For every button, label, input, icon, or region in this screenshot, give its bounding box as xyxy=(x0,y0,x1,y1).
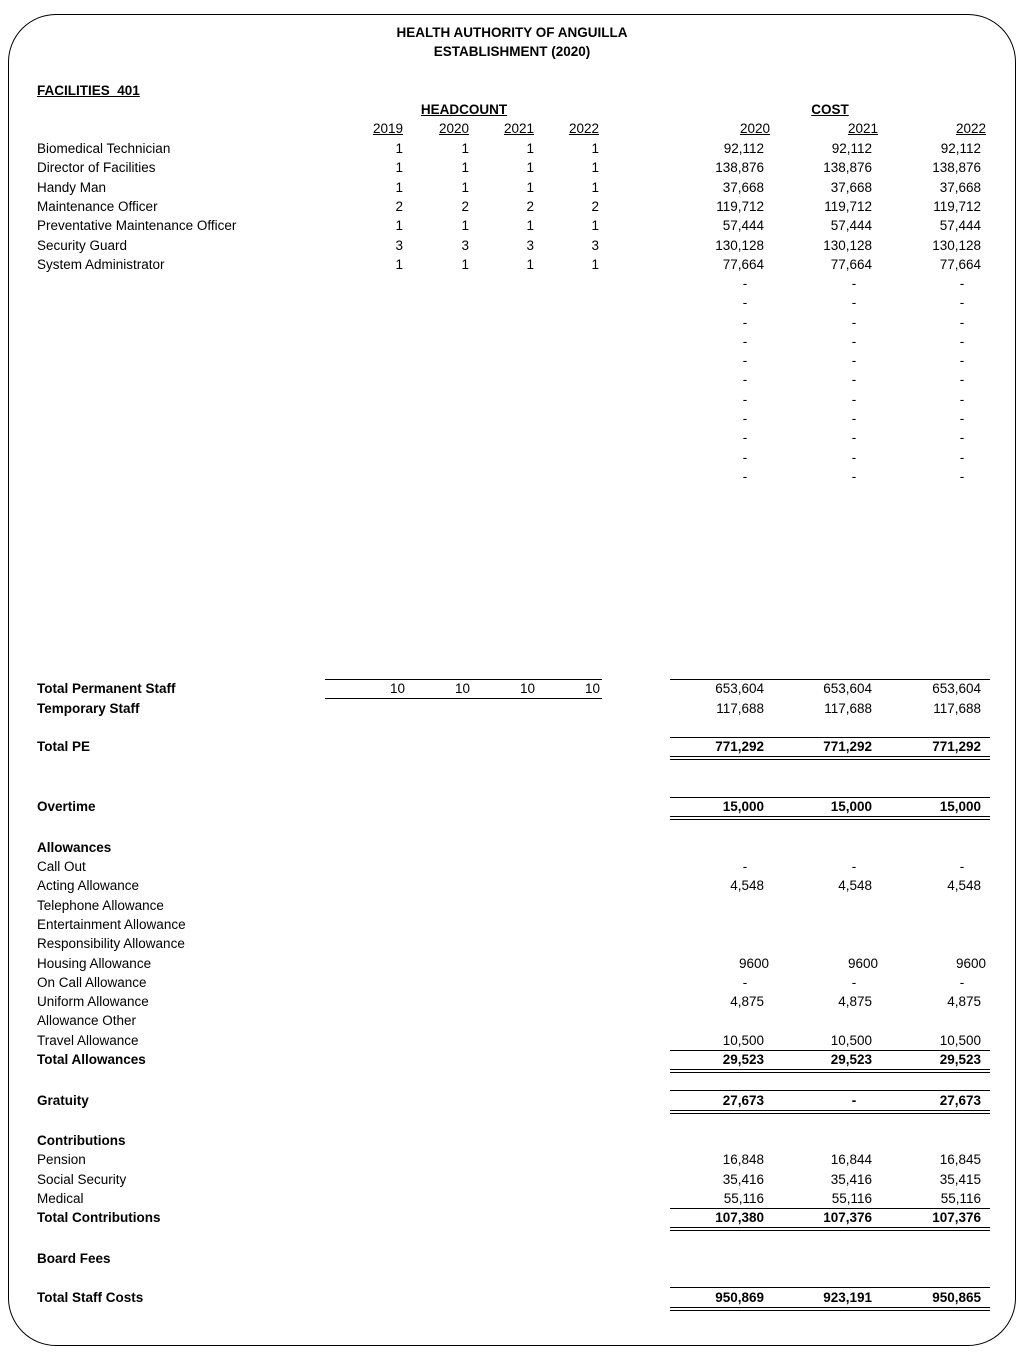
blank-cost-cell: - xyxy=(959,450,965,465)
cost-year: 2022 xyxy=(955,121,986,136)
headcount-cell: 1 xyxy=(395,141,403,156)
position-title: Maintenance Officer xyxy=(37,199,158,214)
headcount-cell: 1 xyxy=(526,141,534,156)
allowance-label: Telephone Allowance xyxy=(37,898,164,913)
blank-cost-cell: - xyxy=(851,295,857,310)
allowance-label: Entertainment Allowance xyxy=(37,917,186,932)
cost-cell: 55,116 xyxy=(940,1191,981,1206)
cost-cell: 4,875 xyxy=(730,994,764,1009)
total-pe-label: Total PE xyxy=(37,739,91,754)
cost-cell: 130,128 xyxy=(715,238,764,253)
cost-total-cell: 27,673 xyxy=(939,1093,981,1108)
cost-rule xyxy=(670,1310,990,1311)
cost-cell: - xyxy=(959,975,965,990)
cost-rule xyxy=(670,737,990,738)
blank-cost-cell: - xyxy=(959,411,965,426)
cost-cell: 55,116 xyxy=(723,1191,764,1206)
headcount-cell: 3 xyxy=(395,238,403,253)
blank-cost-cell: - xyxy=(959,315,965,330)
cost-cell: 16,844 xyxy=(830,1152,872,1167)
gratuity-label: Gratuity xyxy=(37,1093,89,1108)
blank-cost-cell: - xyxy=(742,276,748,291)
blank-cost-cell: - xyxy=(851,334,857,349)
department-code: FACILITIES 401 xyxy=(37,83,140,98)
headcount-cell: 2 xyxy=(461,199,469,214)
total-staff-costs-label: Total Staff Costs xyxy=(37,1290,144,1305)
cost-cell: 92,112 xyxy=(723,141,764,156)
blank-cost-cell: - xyxy=(742,430,748,445)
cost-cell: 653,604 xyxy=(715,681,764,696)
headcount-cell: 1 xyxy=(526,257,534,272)
cost-rule xyxy=(670,679,990,680)
cost-cell: 57,444 xyxy=(939,218,981,233)
cost-year: 2021 xyxy=(847,121,878,136)
headcount-cell: 2 xyxy=(591,199,599,214)
cost-cell: 77,664 xyxy=(830,257,872,272)
cost-cell: 4,548 xyxy=(730,878,764,893)
headcount-cell: 1 xyxy=(591,257,599,272)
allowance-label: Call Out xyxy=(37,859,86,874)
allowance-label: Responsibility Allowance xyxy=(37,936,185,951)
cost-total-cell: 15,000 xyxy=(830,799,872,814)
allowances-heading: Allowances xyxy=(37,840,112,855)
board-fees-label: Board Fees xyxy=(37,1251,111,1266)
headcount-cell: 1 xyxy=(526,218,534,233)
cost-total-cell: 15,000 xyxy=(939,799,981,814)
headcount-cell: 1 xyxy=(461,180,469,195)
headcount-rule xyxy=(325,698,602,699)
cost-cell: - xyxy=(742,859,748,874)
cost-year: 2020 xyxy=(739,121,770,136)
cost-cell: 57,444 xyxy=(722,218,764,233)
cost-cell: 4,548 xyxy=(947,878,981,893)
cost-total-cell: 107,376 xyxy=(823,1210,872,1225)
document-title: HEALTH AUTHORITY OF ANGUILLA xyxy=(396,25,628,40)
overtime-label: Overtime xyxy=(37,799,96,814)
position-title: System Administrator xyxy=(37,257,165,272)
blank-cost-cell: - xyxy=(959,469,965,484)
cost-cell: 35,416 xyxy=(722,1172,764,1187)
headcount-total-cell: 10 xyxy=(389,681,405,696)
cost-cell: 138,876 xyxy=(932,160,981,175)
headcount-cell: 1 xyxy=(591,218,599,233)
cost-rule xyxy=(670,1072,990,1073)
cost-rule xyxy=(670,1227,990,1228)
cost-rule xyxy=(670,797,990,798)
blank-cost-cell: - xyxy=(959,334,965,349)
cost-cell: - xyxy=(851,859,857,874)
cost-cell: 119,712 xyxy=(716,199,764,214)
blank-cost-cell: - xyxy=(851,353,857,368)
headcount-cell: 3 xyxy=(526,238,534,253)
cost-rule xyxy=(670,819,990,820)
document-subtitle: ESTABLISHMENT (2020) xyxy=(433,44,591,59)
cost-cell: 92,112 xyxy=(940,141,981,156)
cost-total-cell: 107,380 xyxy=(715,1210,764,1225)
headcount-cell: 1 xyxy=(461,218,469,233)
position-title: Biomedical Technician xyxy=(37,141,171,156)
cost-rule xyxy=(670,1113,990,1114)
blank-cost-cell: - xyxy=(742,469,748,484)
position-title: Handy Man xyxy=(37,180,107,195)
cost-cell: 119,712 xyxy=(933,199,981,214)
blank-cost-cell: - xyxy=(851,276,857,291)
cost-cell: 653,604 xyxy=(823,681,872,696)
cost-rule xyxy=(670,1287,990,1288)
headcount-cell: 1 xyxy=(591,180,599,195)
blank-cost-cell: - xyxy=(851,315,857,330)
blank-cost-cell: - xyxy=(851,411,857,426)
contribution-label: Pension xyxy=(37,1152,86,1167)
cost-cell: 77,664 xyxy=(722,257,764,272)
cost-cell: 77,664 xyxy=(939,257,981,272)
allowance-label: Travel Allowance xyxy=(37,1033,139,1048)
headcount-cell: 1 xyxy=(395,160,403,175)
blank-cost-cell: - xyxy=(851,469,857,484)
position-title: Security Guard xyxy=(37,238,128,253)
cost-cell: 130,128 xyxy=(932,238,981,253)
cost-rule xyxy=(670,1307,990,1308)
cost-cell: 9600 xyxy=(955,956,986,971)
headcount-total-cell: 10 xyxy=(519,681,535,696)
cost-rule xyxy=(670,1230,990,1231)
blank-cost-cell: - xyxy=(851,372,857,387)
cost-cell: 10,500 xyxy=(830,1033,872,1048)
cost-cell: 10,500 xyxy=(722,1033,764,1048)
cost-cell: 138,876 xyxy=(823,160,872,175)
cost-cell: 9600 xyxy=(847,956,878,971)
cost-total-cell: 923,191 xyxy=(823,1290,872,1305)
headcount-year: 2019 xyxy=(372,121,403,136)
headcount-cell: 2 xyxy=(395,199,403,214)
cost-total-cell: 29,523 xyxy=(830,1052,872,1067)
headcount-cell: 1 xyxy=(526,160,534,175)
cost-cell: 130,128 xyxy=(823,238,872,253)
headcount-heading: HEADCOUNT xyxy=(420,102,508,117)
headcount-year: 2022 xyxy=(568,121,599,136)
allowance-label: Acting Allowance xyxy=(37,878,140,893)
cost-rule xyxy=(670,1090,990,1091)
blank-cost-cell: - xyxy=(742,450,748,465)
contribution-label: Social Security xyxy=(37,1172,127,1187)
blank-cost-cell: - xyxy=(851,450,857,465)
headcount-cell: 3 xyxy=(591,238,599,253)
cost-cell: 138,876 xyxy=(715,160,764,175)
blank-cost-cell: - xyxy=(742,315,748,330)
cost-cell: 9600 xyxy=(738,956,769,971)
blank-cost-cell: - xyxy=(959,276,965,291)
cost-cell: 35,415 xyxy=(939,1172,981,1187)
total-contributions-label: Total Contributions xyxy=(37,1210,161,1225)
headcount-cell: 1 xyxy=(591,141,599,156)
cost-cell: 117,688 xyxy=(933,701,981,716)
cost-total-cell: 29,523 xyxy=(939,1052,981,1067)
cost-cell: 10,500 xyxy=(939,1033,981,1048)
allowance-label: Housing Allowance xyxy=(37,956,152,971)
headcount-total-cell: 10 xyxy=(454,681,470,696)
headcount-cell: 2 xyxy=(526,199,534,214)
cost-rule xyxy=(670,1208,990,1209)
headcount-cell: 1 xyxy=(461,160,469,175)
cost-rule xyxy=(670,759,990,760)
headcount-rule xyxy=(325,679,602,680)
headcount-cell: 1 xyxy=(461,257,469,272)
cost-cell: 117,688 xyxy=(824,701,872,716)
allowance-label: On Call Allowance xyxy=(37,975,147,990)
cost-total-cell: 15,000 xyxy=(722,799,764,814)
blank-cost-cell: - xyxy=(742,334,748,349)
position-title: Preventative Maintenance Officer xyxy=(37,218,237,233)
cost-cell: - xyxy=(742,975,748,990)
cost-cell: 4,875 xyxy=(947,994,981,1009)
blank-cost-cell: - xyxy=(959,372,965,387)
blank-cost-cell: - xyxy=(742,392,748,407)
cost-total-cell: 29,523 xyxy=(722,1052,764,1067)
headcount-year: 2021 xyxy=(503,121,534,136)
blank-cost-cell: - xyxy=(742,353,748,368)
blank-cost-cell: - xyxy=(959,392,965,407)
cost-total-cell: 950,865 xyxy=(932,1290,981,1305)
cost-total-cell: 27,673 xyxy=(722,1093,764,1108)
cost-cell: - xyxy=(959,859,965,874)
cost-cell: 653,604 xyxy=(932,681,981,696)
headcount-total-cell: 10 xyxy=(584,681,600,696)
headcount-cell: 1 xyxy=(395,257,403,272)
cost-cell: 35,416 xyxy=(830,1172,872,1187)
cost-cell: 37,668 xyxy=(722,180,764,195)
temporary-staff-label: Temporary Staff xyxy=(37,701,140,716)
cost-rule xyxy=(670,1069,990,1070)
cost-cell: 16,845 xyxy=(939,1152,981,1167)
cost-cell: 4,548 xyxy=(838,878,872,893)
blank-cost-cell: - xyxy=(742,372,748,387)
cost-rule xyxy=(670,1110,990,1111)
cost-cell: 55,116 xyxy=(831,1191,872,1206)
headcount-year: 2020 xyxy=(438,121,469,136)
cost-total-cell: 950,869 xyxy=(715,1290,764,1305)
cost-heading: COST xyxy=(811,102,849,117)
cost-rule xyxy=(670,756,990,757)
headcount-cell: 1 xyxy=(395,180,403,195)
cost-cell: 4,875 xyxy=(838,994,872,1009)
allowance-label: Allowance Other xyxy=(37,1013,137,1028)
headcount-cell: 1 xyxy=(395,218,403,233)
headcount-cell: 1 xyxy=(526,180,534,195)
cost-total-cell: 107,376 xyxy=(932,1210,981,1225)
cost-cell: 37,668 xyxy=(830,180,872,195)
cost-total-cell: - xyxy=(851,1093,857,1108)
headcount-cell: 1 xyxy=(461,141,469,156)
blank-cost-cell: - xyxy=(851,392,857,407)
cost-cell: 119,712 xyxy=(824,199,872,214)
contribution-label: Medical xyxy=(37,1191,84,1206)
blank-cost-cell: - xyxy=(851,430,857,445)
cost-cell: 117,688 xyxy=(716,701,764,716)
headcount-cell: 1 xyxy=(591,160,599,175)
blank-cost-cell: - xyxy=(742,295,748,310)
cost-total-cell: 771,292 xyxy=(823,739,872,754)
cost-rule xyxy=(670,1050,990,1051)
cost-cell: 37,668 xyxy=(939,180,981,195)
cost-total-cell: 771,292 xyxy=(932,739,981,754)
cost-cell: 92,112 xyxy=(831,141,872,156)
blank-cost-cell: - xyxy=(959,295,965,310)
contributions-heading: Contributions xyxy=(37,1133,126,1148)
blank-cost-cell: - xyxy=(742,411,748,426)
cost-cell: 16,848 xyxy=(722,1152,764,1167)
headcount-cell: 3 xyxy=(461,238,469,253)
cost-cell: 57,444 xyxy=(830,218,872,233)
cost-rule xyxy=(670,816,990,817)
cost-cell: - xyxy=(851,975,857,990)
cost-total-cell: 771,292 xyxy=(715,739,764,754)
total-allowances-label: Total Allowances xyxy=(37,1052,146,1067)
blank-cost-cell: - xyxy=(959,430,965,445)
blank-cost-cell: - xyxy=(959,353,965,368)
position-title: Director of Facilities xyxy=(37,160,156,175)
allowance-label: Uniform Allowance xyxy=(37,994,149,1009)
total-permanent-label: Total Permanent Staff xyxy=(37,681,176,696)
